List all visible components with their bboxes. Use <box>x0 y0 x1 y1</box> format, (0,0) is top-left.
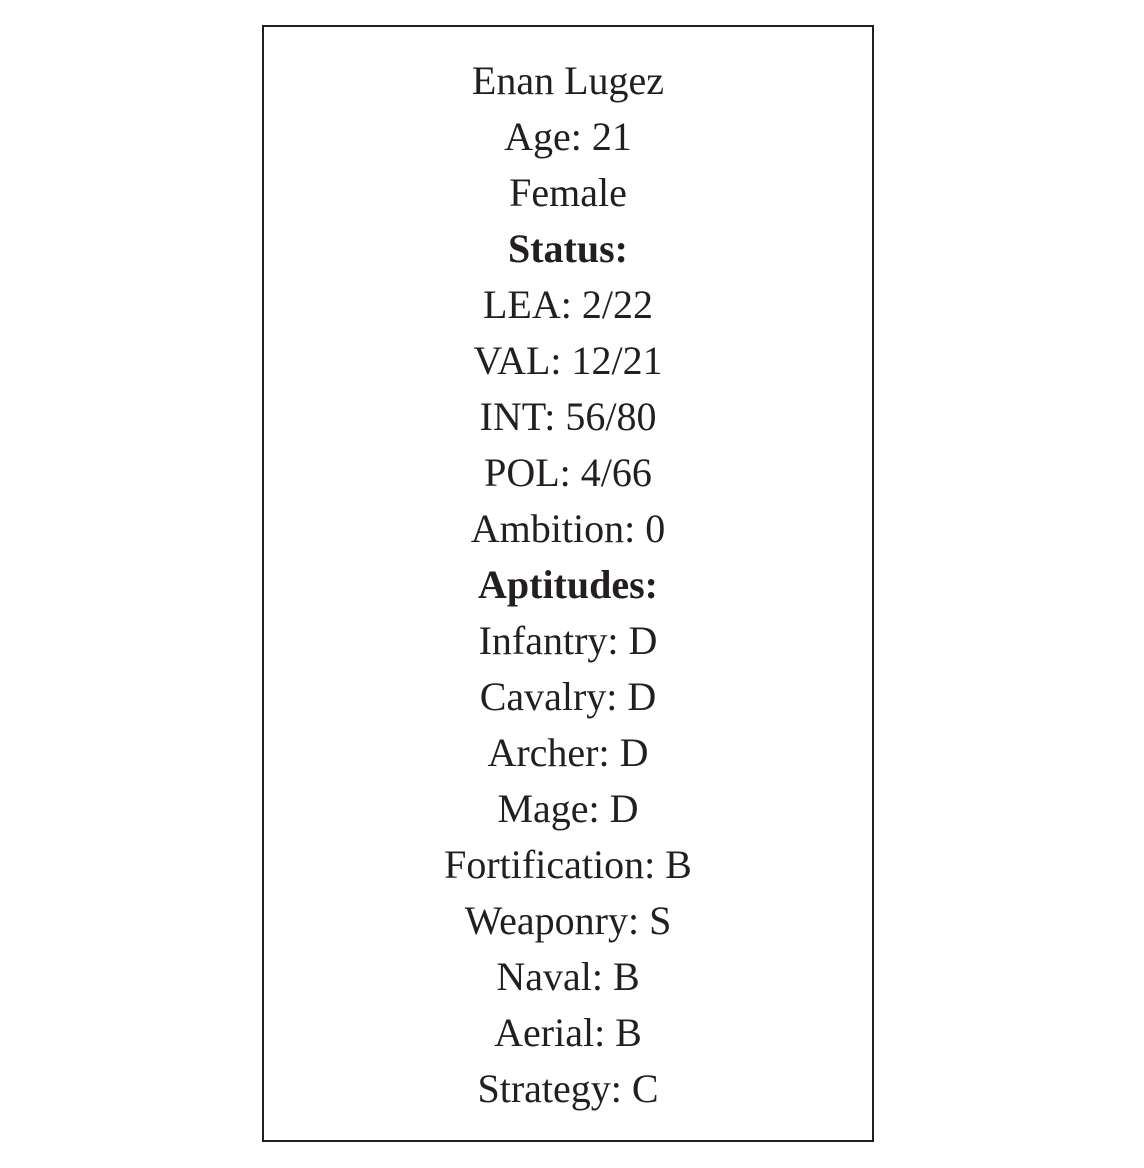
aptitude-strategy: Strategy: C <box>477 1066 659 1111</box>
character-card <box>262 25 874 1142</box>
aptitude-naval: Naval: B <box>496 954 640 999</box>
stat-pol: POL: 4/66 <box>484 450 652 495</box>
aptitudes-heading: Aptitudes: <box>477 562 659 607</box>
aptitude-weaponry: Weaponry: S <box>464 898 672 943</box>
aptitude-cavalry: Cavalry: D <box>479 674 657 719</box>
character-age: Age: 21 <box>504 114 632 159</box>
aptitude-fortification: Fortification: B <box>444 842 692 887</box>
stat-ambition: Ambition: 0 <box>470 506 666 551</box>
aptitude-archer: Archer: D <box>487 730 649 775</box>
stat-int: INT: 56/80 <box>479 394 657 439</box>
stat-val: VAL: 12/21 <box>473 338 663 383</box>
character-name: Enan Lugez <box>471 58 665 103</box>
character-gender: Female <box>509 170 627 215</box>
aptitude-infantry: Infantry: D <box>478 618 658 663</box>
stat-lea: LEA: 2/22 <box>483 282 653 327</box>
aptitude-mage: Mage: D <box>497 786 639 831</box>
aptitude-aerial: Aerial: B <box>494 1010 642 1055</box>
status-heading: Status: <box>507 226 629 271</box>
